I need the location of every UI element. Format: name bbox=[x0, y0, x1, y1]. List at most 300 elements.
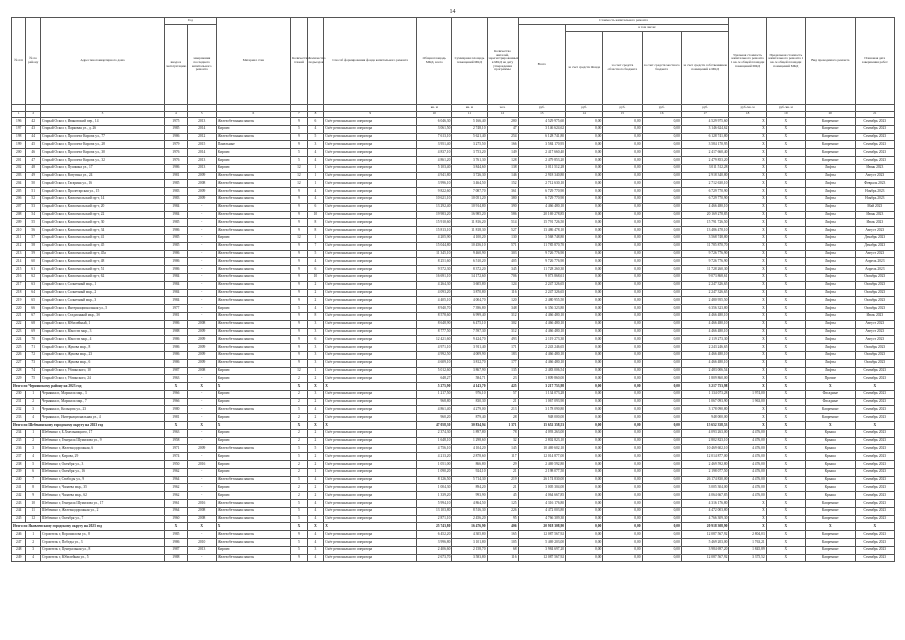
table-cell: 1971 bbox=[165, 445, 188, 453]
table-cell: Чернянка п, Маршала мкр., 3 bbox=[40, 390, 164, 398]
table-cell: 405 bbox=[487, 258, 518, 266]
table-cell: 1984 bbox=[165, 203, 188, 211]
table-cell: Кирпич bbox=[216, 453, 290, 461]
table-cell: 3 bbox=[307, 344, 324, 352]
table-cell: Старый Оскол г, Жукова мкр., 6 bbox=[40, 359, 164, 367]
table-cell: X bbox=[766, 141, 805, 149]
table-cell: - bbox=[187, 531, 216, 539]
table-cell: Счёт регионального оператора bbox=[324, 484, 417, 492]
table-body bbox=[12, 118, 895, 562]
table-cell: 4 466 480,10 bbox=[518, 203, 566, 211]
table-cell: 0,00 bbox=[603, 172, 642, 180]
table-cell: X bbox=[766, 359, 805, 367]
table-cell: 4 476,00 bbox=[729, 468, 766, 476]
table-cell: 9 bbox=[291, 289, 308, 297]
table-cell: 0,00 bbox=[603, 250, 642, 258]
table-cell: X bbox=[729, 328, 766, 336]
table-cell: 3 011 512,28 bbox=[518, 164, 566, 172]
table-cell: 4 466 480,10 bbox=[681, 351, 729, 359]
subtotal-row bbox=[12, 383, 895, 391]
table-cell: 21 bbox=[487, 398, 518, 406]
table-row bbox=[12, 305, 895, 313]
table-cell: Август 2023 bbox=[855, 328, 894, 336]
table-cell: 0,00 bbox=[603, 523, 642, 531]
table-cell: 0,00 bbox=[603, 336, 642, 344]
table-cell: 0,00 bbox=[642, 546, 681, 554]
table-cell: Старый Оскол г, Комсомольский пр-т, 14 bbox=[40, 195, 164, 203]
table-cell: 1 298,60 bbox=[452, 437, 487, 445]
table-cell: 9 bbox=[291, 359, 308, 367]
table-cell: 0,00 bbox=[566, 305, 603, 313]
table-row bbox=[12, 195, 895, 203]
table-cell: 20 169 278,85 bbox=[681, 211, 729, 219]
table-cell: 12 014 877,00 bbox=[681, 453, 729, 461]
table-cell: X bbox=[729, 336, 766, 344]
table-cell: 4 476,00 bbox=[729, 445, 766, 453]
table-row bbox=[12, 273, 895, 281]
table-cell: 1 bbox=[307, 234, 324, 242]
table-cell: 4 476,00 bbox=[729, 484, 766, 492]
table-cell: Ноябрь 2023 bbox=[855, 188, 894, 196]
header-col21: Плановая дата завершения работ bbox=[855, 18, 894, 105]
table-cell: 9 bbox=[291, 203, 308, 211]
table-cell: 0,00 bbox=[642, 390, 681, 398]
table-cell: X bbox=[729, 273, 766, 281]
table-cell: 0,00 bbox=[566, 531, 603, 539]
table-cell: 0,00 bbox=[642, 359, 681, 367]
table-cell: - bbox=[187, 266, 216, 274]
table-cell: Кирпич bbox=[216, 305, 290, 313]
table-cell: 0,00 bbox=[566, 258, 603, 266]
table-cell: Старый Оскол г, Парковая ул., д. 26 bbox=[40, 125, 164, 133]
table-cell: 2 119 273,30 bbox=[518, 336, 566, 344]
table-cell: X bbox=[729, 125, 766, 133]
table-cell: Август 2023 bbox=[855, 320, 894, 328]
table-cell: 4 bbox=[307, 195, 324, 203]
table-row bbox=[12, 203, 895, 211]
table-cell: 2 bbox=[307, 492, 324, 500]
table-cell: 3 146 624,62 bbox=[518, 125, 566, 133]
table-cell: 9 822,60 bbox=[417, 188, 452, 196]
table-cell: X bbox=[729, 242, 766, 250]
table-cell: 4 213,20 bbox=[417, 453, 452, 461]
table-cell: 0,00 bbox=[642, 227, 681, 235]
table-cell: Железобетонная панель bbox=[216, 406, 290, 414]
table-cell: Сентябрь 2023 bbox=[855, 445, 894, 453]
table-cell: 2 479 853,20 bbox=[681, 156, 729, 164]
table-cell: X bbox=[766, 554, 805, 562]
table-cell: 12 bbox=[291, 164, 308, 172]
table-cell: 4 064 667,85 bbox=[681, 492, 729, 500]
table-cell: Старый Оскол г, Ватутина ул., 24 bbox=[40, 172, 164, 180]
table-row bbox=[12, 351, 895, 359]
subtotal-row bbox=[12, 523, 895, 531]
table-cell: 1985 bbox=[165, 125, 188, 133]
table-cell: Декабрь 2023 bbox=[855, 242, 894, 250]
table-cell: 3 984 697,20 bbox=[518, 546, 566, 554]
table-cell: Август 2023 bbox=[855, 172, 894, 180]
table-cell: X bbox=[307, 523, 324, 531]
table-cell: 0,00 bbox=[566, 156, 603, 164]
table-cell: Крыша bbox=[805, 453, 855, 461]
table-cell: 203 bbox=[12, 172, 26, 180]
table-cell: Железобетонная панель bbox=[216, 133, 290, 141]
table-cell: X bbox=[729, 180, 766, 188]
table-row bbox=[12, 211, 895, 219]
table-cell: - bbox=[187, 429, 216, 437]
table-cell: 0,00 bbox=[566, 476, 603, 484]
table-cell: 230 bbox=[12, 390, 26, 398]
table-row bbox=[12, 414, 895, 422]
table-cell: X bbox=[165, 523, 188, 531]
table-cell: 3 584 170,95 bbox=[518, 141, 566, 149]
table-cell: X bbox=[729, 188, 766, 196]
table-row bbox=[12, 242, 895, 250]
table-cell: Шебекино г, Октября ул., 7 bbox=[40, 515, 164, 523]
table-cell: 2008 bbox=[187, 507, 216, 515]
table-cell: 8 940,70 bbox=[417, 305, 452, 313]
table-cell: Сентябрь 2023 bbox=[855, 437, 894, 445]
table-cell: X bbox=[729, 195, 766, 203]
table-cell: Железобетонная панель bbox=[216, 554, 290, 562]
table-cell: Кирпич bbox=[216, 375, 290, 383]
table-cell: 6 bbox=[26, 468, 40, 476]
table-cell: - bbox=[187, 398, 216, 406]
table-cell: 1 090,20 bbox=[417, 468, 452, 476]
column-number: 12 bbox=[487, 111, 518, 118]
table-cell: 2 119 273,30 bbox=[681, 336, 729, 344]
table-cell: 235 bbox=[12, 437, 26, 445]
table-cell: 10 bbox=[307, 211, 324, 219]
table-cell: 5 bbox=[291, 507, 308, 515]
table-cell: Железобетонная панель bbox=[216, 297, 290, 305]
table-cell: 0,00 bbox=[603, 258, 642, 266]
table-cell: 4 004,70 bbox=[452, 297, 487, 305]
table-cell: 5 714,30 bbox=[452, 476, 487, 484]
table-cell: 224 bbox=[12, 336, 26, 344]
table-cell: 9 bbox=[291, 344, 308, 352]
table-cell: Май 2023 bbox=[855, 203, 894, 211]
table-row bbox=[12, 188, 895, 196]
table-cell: Лифты bbox=[805, 328, 855, 336]
table-cell: 3 996,10 bbox=[417, 180, 452, 188]
table-cell: 2 479 853,20 bbox=[518, 156, 566, 164]
table-cell: 183 bbox=[487, 351, 518, 359]
table-cell: 5 bbox=[291, 149, 308, 157]
table-cell: Старый Оскол г, Комсомольский пр-т, 20 bbox=[40, 203, 164, 211]
table-cell: 0,00 bbox=[566, 312, 603, 320]
table-cell: 1 051,00 bbox=[417, 461, 452, 469]
table-cell: 9 073 868,61 bbox=[518, 273, 566, 281]
table-cell: 830,30 bbox=[452, 398, 487, 406]
table-cell: X bbox=[766, 453, 805, 461]
table-cell: Железобетонная панель bbox=[216, 180, 290, 188]
table-cell: Счёт регионального оператора bbox=[324, 351, 417, 359]
table-cell: 5 bbox=[291, 125, 308, 133]
table-cell: 10 456,10 bbox=[452, 242, 487, 250]
table-cell: 2 bbox=[291, 375, 308, 383]
table-cell: 1977 bbox=[165, 305, 188, 313]
table-cell: 61 bbox=[26, 266, 40, 274]
column-number: 21 bbox=[855, 111, 894, 118]
table-cell: 0,00 bbox=[642, 328, 681, 336]
table-cell: X bbox=[729, 320, 766, 328]
table-cell: X bbox=[729, 297, 766, 305]
table-cell: 3 061,50 bbox=[417, 125, 452, 133]
table-cell: 15 652 358,53 bbox=[681, 422, 729, 430]
table-cell: - bbox=[187, 289, 216, 297]
table-cell: X bbox=[766, 523, 805, 531]
table-cell: X bbox=[729, 149, 766, 157]
table-cell: X bbox=[729, 211, 766, 219]
table-cell: 11 345,10 bbox=[417, 250, 452, 258]
table-cell: 0,00 bbox=[603, 461, 642, 469]
table-cell: 8 bbox=[307, 219, 324, 227]
table-row bbox=[12, 507, 895, 515]
table-cell: 1986 bbox=[165, 336, 188, 344]
table-cell: 74 bbox=[26, 367, 40, 375]
table-cell: 1984 bbox=[165, 289, 188, 297]
table-cell: 2 480 955,50 bbox=[681, 297, 729, 305]
table-cell: X bbox=[766, 118, 805, 126]
table-cell: 63 bbox=[26, 281, 40, 289]
table-cell: 240 bbox=[12, 476, 26, 484]
table-cell: 1988 bbox=[165, 328, 188, 336]
table-cell: Железобетонная панель bbox=[216, 531, 290, 539]
table-cell: Строитель г, Центральная ул., 8 bbox=[40, 546, 164, 554]
table-cell: 5 012,60 bbox=[417, 367, 452, 375]
table-cell: 10 621,10 bbox=[417, 195, 452, 203]
table-cell: 2 bbox=[307, 289, 324, 297]
table-cell: 0,00 bbox=[566, 149, 603, 157]
table-cell: 0,00 bbox=[603, 195, 642, 203]
table-cell: - bbox=[187, 273, 216, 281]
table-cell: Капремонт bbox=[805, 515, 855, 523]
table-cell: 0,00 bbox=[642, 195, 681, 203]
table-cell: X bbox=[766, 188, 805, 196]
table-cell: Счёт регионального оператора bbox=[324, 281, 417, 289]
table-cell: 7 bbox=[307, 242, 324, 250]
table-cell: 1988 bbox=[165, 554, 188, 562]
table-cell: 0,00 bbox=[642, 125, 681, 133]
table-cell: 0,00 bbox=[566, 211, 603, 219]
table-cell: X bbox=[766, 367, 805, 375]
table-cell: X bbox=[766, 312, 805, 320]
table-cell: 4 466 480,10 bbox=[681, 203, 729, 211]
table-cell: 6 046,30 bbox=[417, 118, 452, 126]
unit-cell: руб. bbox=[603, 105, 642, 112]
table-cell: 5 bbox=[291, 305, 308, 313]
table-cell: X bbox=[187, 383, 216, 391]
table-cell: 2008 bbox=[187, 515, 216, 523]
table-cell: 15 910,60 bbox=[417, 219, 452, 227]
table-cell: 0,00 bbox=[603, 164, 642, 172]
table-cell: Старый Оскол г, Солнечный мкр., 1 bbox=[40, 281, 164, 289]
table-cell: - bbox=[187, 305, 216, 313]
table-cell: X bbox=[766, 445, 805, 453]
table-cell: 1966 bbox=[165, 398, 188, 406]
table-cell: 10 469 602,10 bbox=[518, 445, 566, 453]
table-cell: Кирпич bbox=[216, 492, 290, 500]
table-cell: 586 bbox=[487, 211, 518, 219]
table-cell: Старый Оскол г, Проспект Кирова ул., 32 bbox=[40, 156, 164, 164]
table-cell: 4 476,00 bbox=[729, 453, 766, 461]
unit-cell: кв. м bbox=[452, 105, 487, 112]
table-cell: 0,00 bbox=[566, 172, 603, 180]
table-cell: 9 bbox=[26, 492, 40, 500]
table-cell: 4 104,20 bbox=[452, 445, 487, 453]
header-col2: № по району bbox=[26, 18, 40, 105]
table-cell: 3 870,80 bbox=[452, 289, 487, 297]
table-cell: 5 bbox=[291, 406, 308, 414]
column-number: 13 bbox=[518, 111, 566, 118]
table-cell: 9 bbox=[291, 258, 308, 266]
table-cell: 3 bbox=[307, 351, 324, 359]
table-cell: Счёт регионального оператора bbox=[324, 468, 417, 476]
table-cell: 9 bbox=[291, 266, 308, 274]
table-row bbox=[12, 118, 895, 126]
table-cell: X bbox=[729, 305, 766, 313]
table-cell: 993,90 bbox=[452, 492, 487, 500]
table-cell: 2 406,60 bbox=[417, 546, 452, 554]
table-cell: X bbox=[766, 297, 805, 305]
table-cell: Счёт регионального оператора bbox=[324, 312, 417, 320]
table-cell: 1985 bbox=[165, 531, 188, 539]
table-cell: 2013 bbox=[187, 156, 216, 164]
table-cell: 0,00 bbox=[566, 203, 603, 211]
table-cell: Старый Оскол г, Юности мкр., 4 bbox=[40, 336, 164, 344]
table-cell: 0,00 bbox=[603, 531, 642, 539]
table-cell: 0,00 bbox=[566, 383, 603, 391]
table-cell: Железобетонная панель bbox=[216, 328, 290, 336]
table-cell: 0,00 bbox=[603, 359, 642, 367]
table-cell: 5 bbox=[307, 133, 324, 141]
table-cell: - bbox=[187, 414, 216, 422]
table-cell: Счёт регионального оператора bbox=[324, 414, 417, 422]
table-cell: 10 051,20 bbox=[452, 195, 487, 203]
table-cell: 2 802 823,10 bbox=[518, 437, 566, 445]
table-cell: 5 bbox=[307, 250, 324, 258]
table-cell: 0,00 bbox=[642, 188, 681, 196]
table-cell: 7 087,70 bbox=[452, 188, 487, 196]
table-cell: 78 bbox=[487, 429, 518, 437]
table-cell: Счёт регионального оператора bbox=[324, 305, 417, 313]
table-cell: 0,00 bbox=[642, 219, 681, 227]
table-cell: 0,00 bbox=[642, 118, 681, 126]
table-cell: 0,00 bbox=[566, 125, 603, 133]
column-number: 19 bbox=[766, 111, 805, 118]
table-cell: Счёт регионального оператора bbox=[324, 336, 417, 344]
table-cell: 4 864,50 bbox=[452, 500, 487, 508]
table-cell: Сентябрь 2023 bbox=[855, 492, 894, 500]
table-cell: Счёт регионального оператора bbox=[324, 289, 417, 297]
table-cell: 0,00 bbox=[603, 203, 642, 211]
table-cell: 220 bbox=[12, 305, 26, 313]
header-col10: Общая площадь МКД, всего bbox=[417, 18, 452, 105]
table-cell: 968,80 bbox=[417, 398, 452, 406]
table-cell: 0,00 bbox=[566, 344, 603, 352]
table-cell: 0,00 bbox=[566, 492, 603, 500]
table-cell: 0,00 bbox=[642, 422, 681, 430]
table-cell: 3 217 753,98 bbox=[518, 383, 566, 391]
table-cell: Счёт регионального оператора bbox=[324, 133, 417, 141]
table-cell: X bbox=[216, 383, 290, 391]
table-cell: Сентябрь 2023 bbox=[855, 156, 894, 164]
table-cell: 21 bbox=[487, 484, 518, 492]
table-cell: 3 275,50 bbox=[452, 141, 487, 149]
table-cell: 514 bbox=[487, 219, 518, 227]
table-row bbox=[12, 468, 895, 476]
table-cell: 0,00 bbox=[603, 367, 642, 375]
table-cell: 2 802 823,10 bbox=[681, 437, 729, 445]
table-cell: 380 bbox=[487, 195, 518, 203]
table-cell: 6 729 770,90 bbox=[518, 195, 566, 203]
table-cell: Счёт регионального оператора bbox=[324, 554, 417, 562]
table-cell: 0,00 bbox=[642, 336, 681, 344]
table-cell: 9 bbox=[291, 242, 308, 250]
table-row bbox=[12, 515, 895, 523]
table-cell: X bbox=[216, 523, 290, 531]
table-cell: 2013 bbox=[187, 546, 216, 554]
table-cell: 205 bbox=[12, 188, 26, 196]
table-cell: 149 bbox=[487, 149, 518, 157]
table-cell: 2 247 326,65 bbox=[681, 289, 729, 297]
table-cell: 3 761,30 bbox=[452, 156, 487, 164]
table-cell: 55 bbox=[26, 219, 40, 227]
table-cell: X bbox=[291, 422, 308, 430]
table-cell: 390 bbox=[487, 203, 518, 211]
table-cell: 302 bbox=[487, 320, 518, 328]
table-cell: Июль 2023 bbox=[855, 219, 894, 227]
table-cell: 2 bbox=[291, 398, 308, 406]
table-cell: Сентябрь 2023 bbox=[855, 133, 894, 141]
table-cell: 1985 bbox=[165, 242, 188, 250]
table-cell: 1 897,80 bbox=[452, 429, 487, 437]
table-cell: Счёт регионального оператора bbox=[324, 156, 417, 164]
table-cell: Старый Оскол г, Комсомольский пр-т, 48 bbox=[40, 258, 164, 266]
table-cell: Счёт регионального оператора bbox=[324, 203, 417, 211]
table-cell: 5 994,10 bbox=[417, 500, 452, 508]
table-cell: 1986 bbox=[165, 227, 188, 235]
table-cell: X bbox=[766, 281, 805, 289]
table-cell: X bbox=[766, 344, 805, 352]
table-cell: 124 bbox=[487, 281, 518, 289]
table-cell: Кирпич bbox=[216, 390, 290, 398]
table-cell: 0,00 bbox=[566, 453, 603, 461]
table-cell: Счёт регионального оператора bbox=[324, 453, 417, 461]
table-cell: 0,00 bbox=[642, 507, 681, 515]
table-cell: Счёт регионального оператора bbox=[324, 507, 417, 515]
table-cell: Старый Оскол г, Ивановский пер., 14 bbox=[40, 118, 164, 126]
table-cell: 177 bbox=[487, 359, 518, 367]
table-cell: 32 bbox=[487, 437, 518, 445]
table-cell: X bbox=[766, 437, 805, 445]
table-cell: 2 bbox=[291, 492, 308, 500]
table-cell: 6 475,10 bbox=[452, 320, 487, 328]
table-cell: 2 712 630,10 bbox=[518, 180, 566, 188]
table-cell: 146 bbox=[487, 172, 518, 180]
table-cell: Сентябрь 2023 bbox=[855, 484, 894, 492]
table-cell: 0,00 bbox=[642, 234, 681, 242]
table-cell: Железобетонная панель bbox=[216, 289, 290, 297]
table-cell: Сентябрь 2023 bbox=[855, 406, 894, 414]
table-cell: 4 476,00 bbox=[729, 492, 766, 500]
table-cell: Сентябрь 2023 bbox=[855, 453, 894, 461]
table-cell: 69 bbox=[26, 328, 40, 336]
table-cell: 0,00 bbox=[642, 156, 681, 164]
subtotal-row bbox=[12, 422, 895, 430]
table-cell: 2 878,60 bbox=[452, 453, 487, 461]
